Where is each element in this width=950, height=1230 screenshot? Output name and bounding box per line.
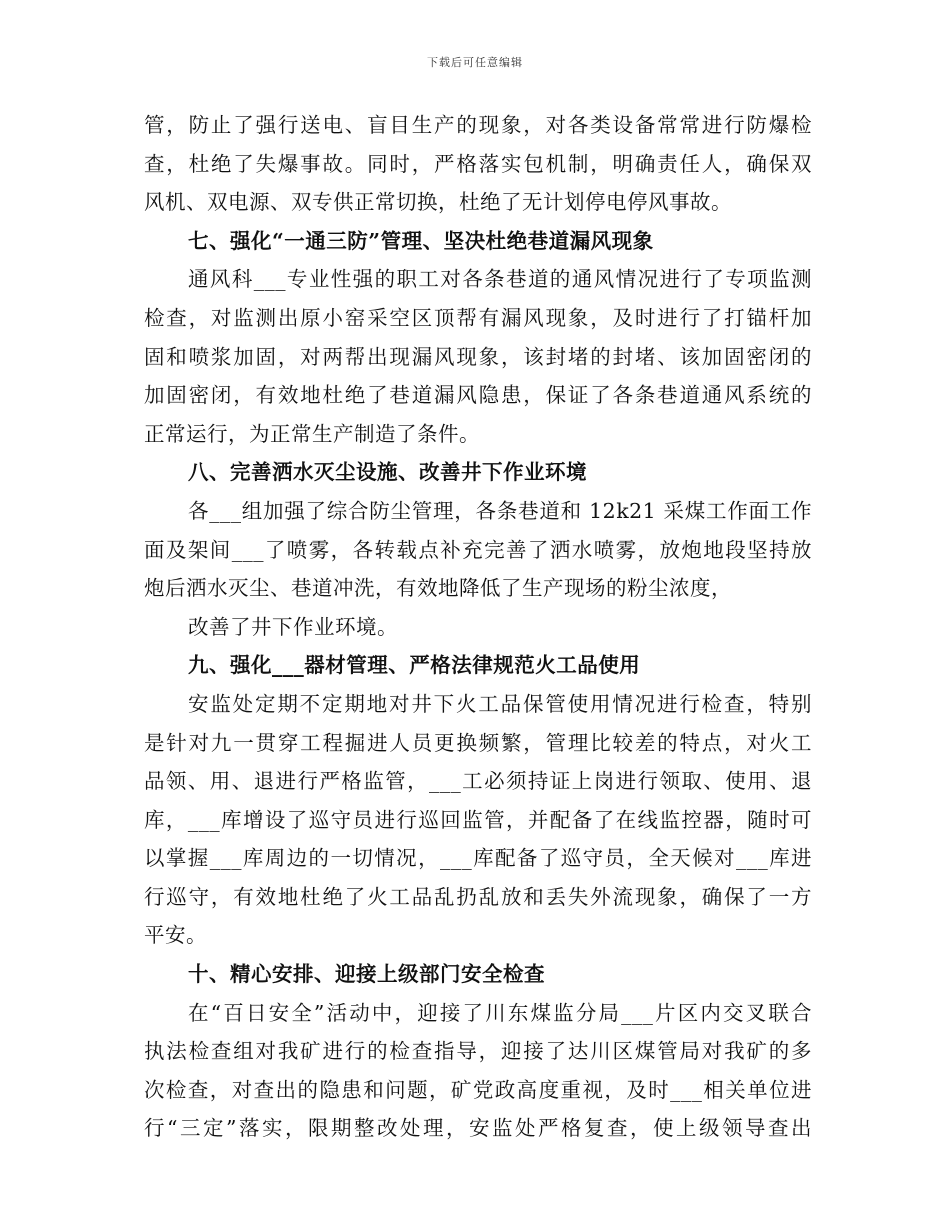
body-line: 品领、用、退进行严格监管，___工必须持证上岗进行领取、使用、退: [144, 769, 812, 794]
page-header-note: 下载后可任意编辑: [427, 56, 523, 69]
document-body: [144, 106, 812, 1148]
section-heading-9: 九、强化___器材管理、严格法律规范火工品使用: [188, 653, 641, 678]
body-line: 次检查，对查出的隐患和问题，矿党政高度重视，及时___相关单位进: [144, 1077, 812, 1102]
body-line: 炮后洒水灭尘、巷道冲洗，有效地降低了生产现场的粉尘浓度，: [144, 576, 732, 601]
body-line: 面及架间___了喷雾，各转载点补充完善了洒水喷雾，放炮地段坚持放: [144, 537, 812, 562]
section-heading-10: 十、精心安排、迎接上级部门安全检查: [188, 962, 545, 987]
body-line: 在“百日安全”活动中，迎接了川东煤监分局___片区内交叉联合: [188, 1000, 812, 1025]
section-heading-8: 八、完善洒水灭尘设施、改善井下作业环境: [188, 460, 587, 485]
body-line: 管，防止了强行送电、盲目生产的现象，对各类设备常常进行防爆检: [144, 113, 812, 137]
body-line: 是针对九一贯穿工程掘进人员更换频繁，管理比较差的特点，对火工: [144, 730, 812, 755]
body-line: 以掌握___库周边的一切情况，___库配备了巡守员，全天候对___库进: [144, 846, 812, 871]
section-heading-7: 七、强化“一通三防”管理、坚决杜绝巷道漏风现象: [188, 228, 654, 253]
body-line: 加固密闭，有效地杜绝了巷道漏风隐患，保证了各条巷道通风系统的: [144, 383, 812, 408]
body-line: 库，___库增设了巡守员进行巡回监管，并配备了在线监控器，随时可: [144, 807, 812, 832]
body-line: 各___组加强了综合防尘管理，各条巷道和 12k21 采煤工作面工作: [188, 498, 812, 523]
body-line: 执法检查组对我矿进行的检查指导，迎接了达川区煤管局对我矿的多: [144, 1039, 812, 1064]
body-line: 正常运行，为正常生产制造了条件。: [144, 421, 480, 446]
body-line: 行“三定”落实，限期整改处理，安监处严格复查，使上级领导查出: [144, 1116, 812, 1141]
body-line: 平安。: [144, 923, 207, 948]
body-line: 行巡守，有效地杜绝了火工品乱扔乱放和丢失外流现象，确保了一方: [144, 884, 812, 909]
body-line: 固和喷浆加固，对两帮出现漏风现象，该封堵的封堵、该加固密闭的: [144, 344, 812, 369]
body-line: 风机、双电源、双专供正常切换，杜绝了无计划停电停风事故。: [144, 190, 732, 215]
body-line: 检查，对监测出原小窑采空区顶帮有漏风现象，及时进行了打锚杆加: [144, 305, 812, 330]
body-line: 安监处定期不定期地对井下火工品保管使用情况进行检查，特别: [188, 691, 812, 716]
body-line: 查，杜绝了失爆事故。同时，严格落实包机制，明确责任人，确保双: [144, 151, 812, 176]
body-line: 改善了井下作业环境。: [188, 614, 398, 639]
body-line: 通风科___专业性强的职工对各条巷道的通风情况进行了专项监测: [188, 267, 812, 292]
